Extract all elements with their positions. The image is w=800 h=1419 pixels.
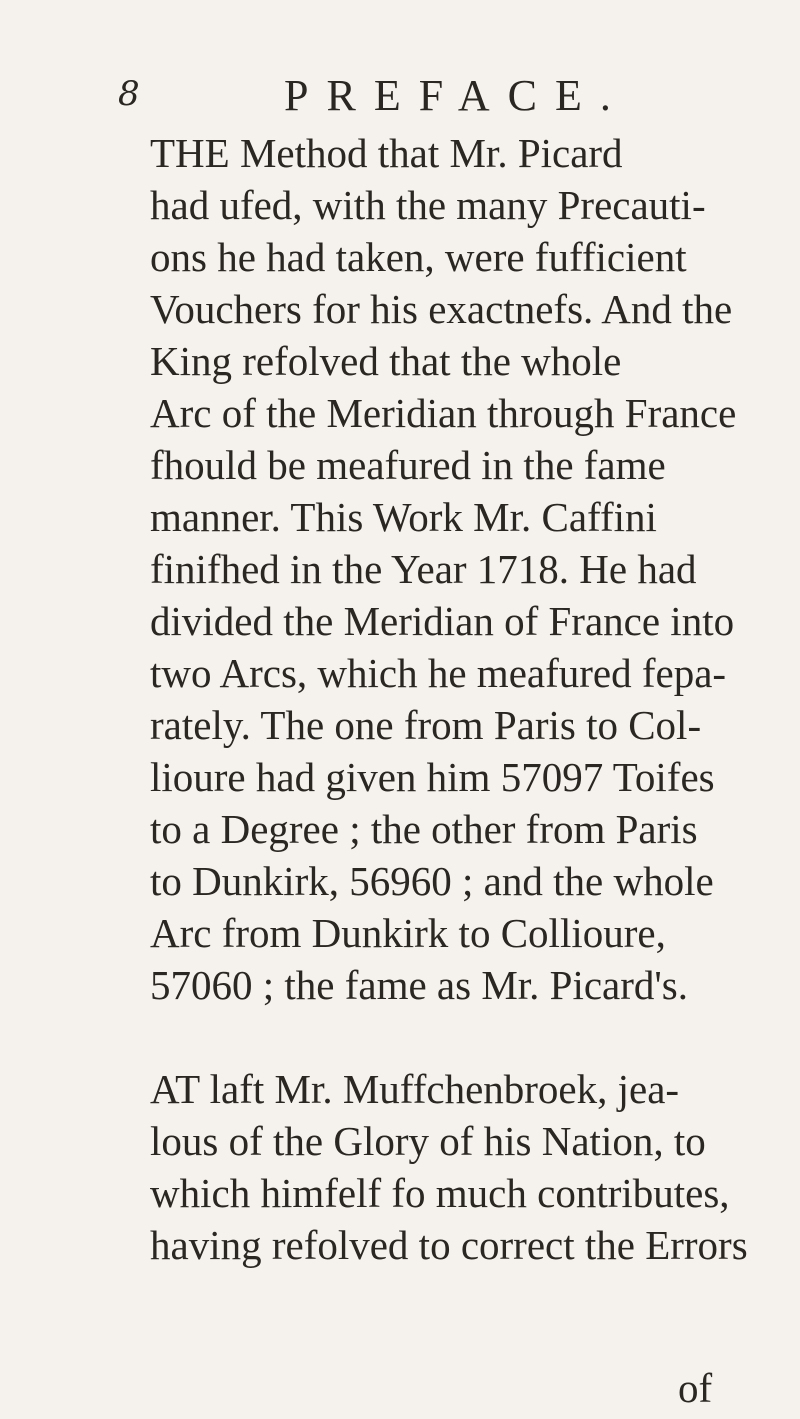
text-line: rately. The one from Paris to Col- (150, 702, 702, 748)
page-header (118, 70, 718, 120)
text-line: divided the Meridian of France into (150, 598, 735, 644)
text-line: manner. This Work Mr. Caffini (150, 494, 657, 540)
page-number: 8 (118, 74, 140, 114)
text-line: AT laft Mr. Muffchenbroek, jea- (150, 1066, 680, 1112)
running-head: PREFACE. (284, 71, 629, 120)
text-line: to a Degree ; the other from Paris (150, 806, 698, 852)
text-line: to Dunkirk, 56960 ; and the whole (150, 858, 714, 904)
text-line: fhould be meafured in the fame (150, 442, 666, 488)
text-line: Arc of the Meridian through France (150, 390, 737, 436)
catchword: of (678, 1365, 713, 1411)
text-line: which himfelf fo much contributes, (150, 1170, 730, 1216)
text-line: had ufed, with the many Precauti- (150, 182, 706, 228)
text-line: King refolved that the whole (150, 338, 622, 384)
text-line: ons he had taken, were fufficient (150, 234, 687, 280)
body-text (150, 127, 748, 1271)
text-line: lous of the Glory of his Nation, to (150, 1118, 706, 1164)
paragraph-2 (150, 1063, 748, 1271)
paragraph-1 (150, 127, 737, 1011)
text-line: 57060 ; the fame as Mr. Picard's. (150, 962, 689, 1008)
text-line: two Arcs, which he meafured fepa- (150, 650, 727, 696)
text-line: having refolved to correct the Errors (150, 1222, 748, 1268)
text-line: THE Method that Mr. Picard (150, 130, 623, 176)
text-line: Vouchers for his exactnefs. And the (150, 286, 733, 332)
text-line: finifhed in the Year 1718. He had (150, 546, 697, 592)
text-line: Arc from Dunkirk to Collioure, (150, 910, 666, 956)
text-line: lioure had given him 57097 Toifes (150, 754, 715, 800)
